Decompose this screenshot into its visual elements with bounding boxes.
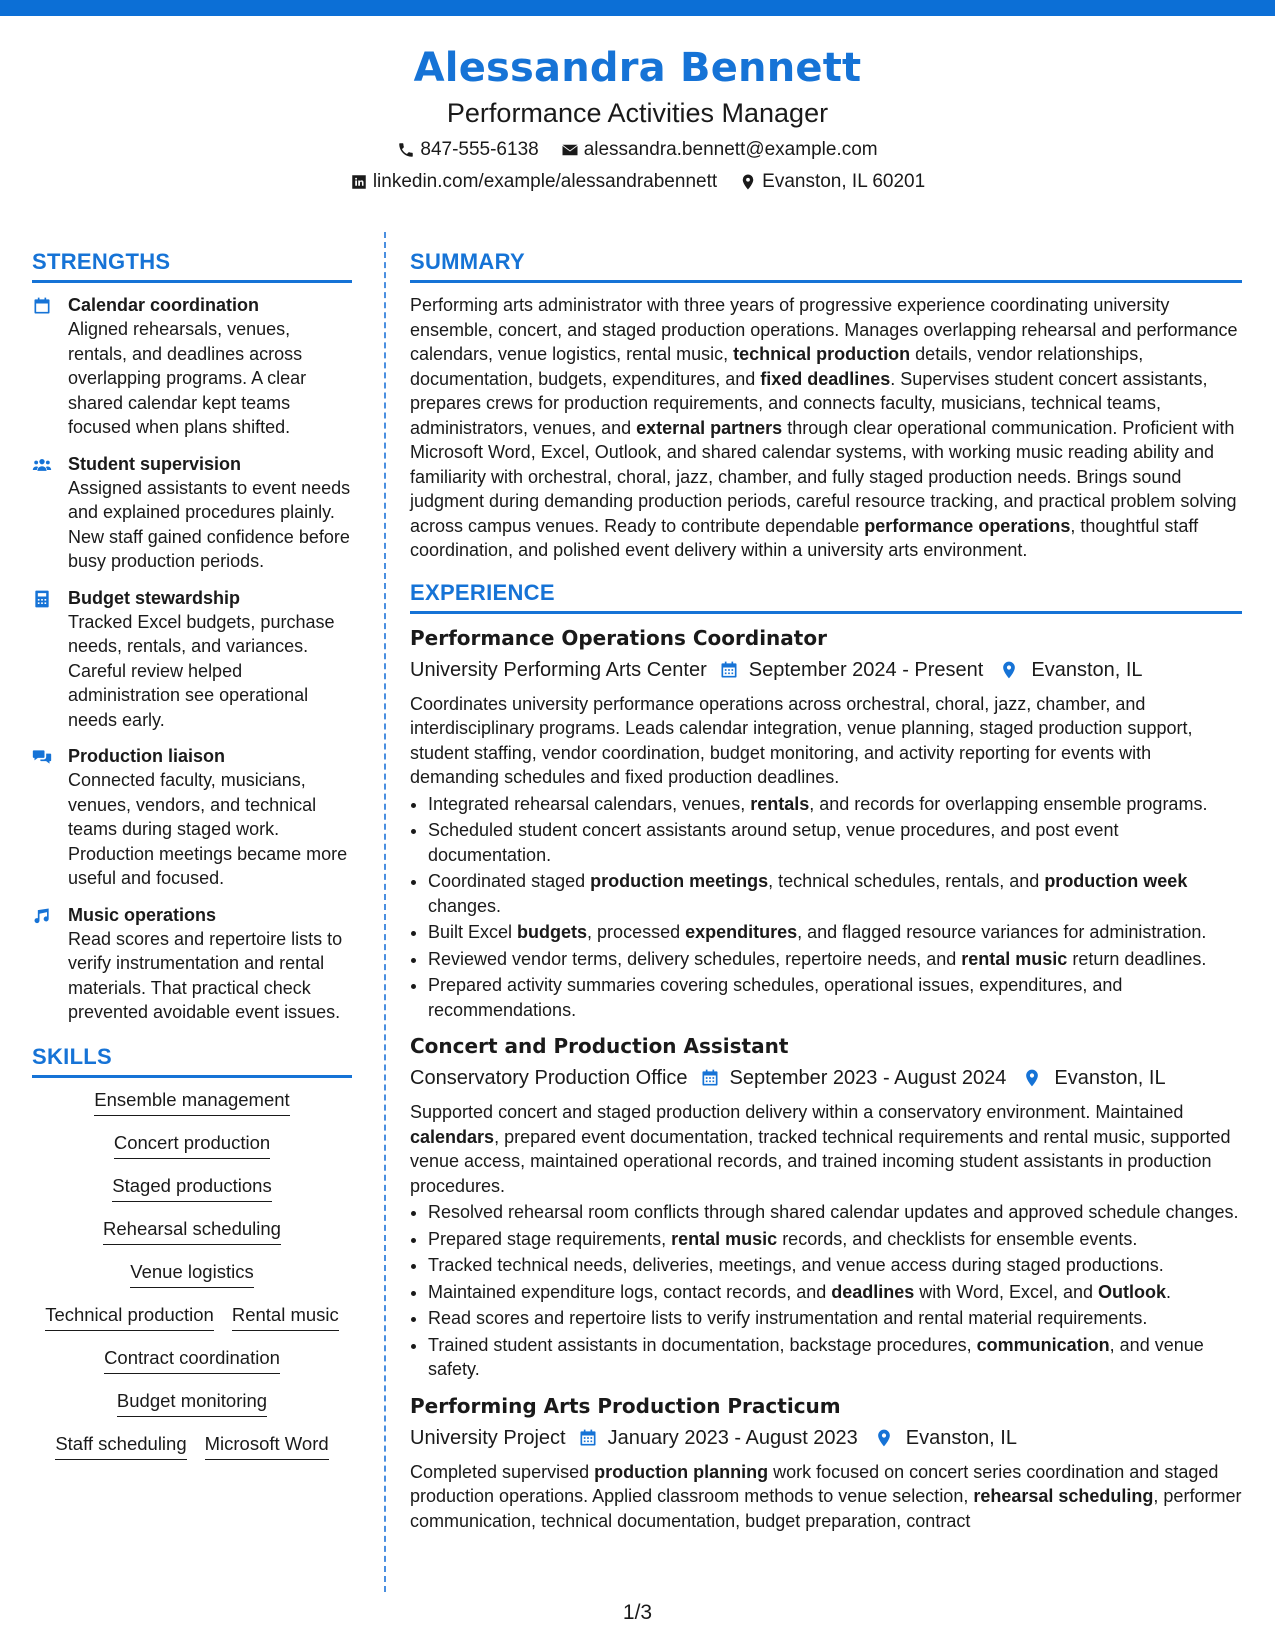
- skill-tag: Rental music: [232, 1303, 339, 1331]
- strength-item: [32, 744, 352, 891]
- bold-keyword: production planning: [594, 1461, 769, 1482]
- left-column: [32, 248, 352, 1475]
- job-location: Evanston, IL: [1054, 1067, 1166, 1089]
- job-bullets: [410, 1200, 1242, 1382]
- skill-row: [32, 1432, 352, 1460]
- experience-heading: EXPERIENCE: [410, 579, 1242, 614]
- map-marker-icon: [1022, 1068, 1042, 1088]
- skill-tag: Microsoft Word: [205, 1432, 329, 1460]
- skill-row: [32, 1346, 352, 1374]
- strength-text: Connected faculty, musicians, venues, vendors, and technical teams during staged work. Production meetings became more useful and focused.: [68, 770, 348, 888]
- job-organization: University Performing Arts Center: [410, 658, 707, 681]
- bold-keyword: production week: [1044, 871, 1188, 891]
- strength-item: [32, 452, 352, 574]
- bold-keyword: rentals: [750, 793, 810, 814]
- bold-keyword: budgets: [517, 922, 588, 942]
- strength-text: Assigned assistants to event needs and explained procedures plainly. New staff gained confidence before busy production periods.: [68, 477, 351, 571]
- job-dates: September 2023 - August 2024: [729, 1067, 1007, 1089]
- contact-email[interactable]: [561, 138, 878, 162]
- summary-text: Performing arts administrator with three years of progressive experience coordinating university ensemble, concert, and staged production operations. Manages overlapping rehearsal and performance calendars, venue logistics, rental music, technical production details, vendor relationships, documentation, budgets, expenditures, and fixed deadlines. Supervises student concert assistants, prepares crews for production requirements, and connects faculty, musicians, technical teams, administrators, venues, and external partners through clear operational communication. Proficient with Microsoft Word, Excel, Outlook, and shared calendar systems, with working music reading ability and familiarity with orchestral, choral, jazz, chamber, and fully staged production needs. Brings sound judgment during demanding production periods, careful resource tracking, and practical problem solving across campus venues. Ready to contribute dependable performance operations, thoughtful staff coordination, and polished event delivery within a university arts environment.: [410, 295, 1238, 560]
- strength-title: Music operations: [68, 904, 217, 925]
- email-text[interactable]: alessandra.bennett@example.com: [583, 139, 878, 160]
- job-location: Evanston, IL: [1031, 658, 1143, 681]
- envelope-icon: [561, 141, 579, 159]
- job-location: Evanston, IL: [905, 1426, 1017, 1449]
- linkedin-icon: [350, 173, 368, 191]
- bullet-item: • Built Excel budgets, processed expenditures, and flagged resource variances for administration.: [428, 920, 1242, 945]
- skill-row: [32, 1260, 352, 1288]
- skill-tag: Staged productions: [112, 1174, 271, 1202]
- bullet-item: • Scheduled student concert assistants around setup, venue procedures, and post event documentation.: [428, 818, 1242, 867]
- strength-item: [32, 903, 352, 1025]
- job-dates: January 2023 - August 2023: [607, 1426, 858, 1449]
- bullet-item: • Trained student assistants in documentation, backstage procedures, communication, and venue safety.: [428, 1333, 1242, 1382]
- skill-tag: Contract coordination: [104, 1346, 280, 1374]
- strength-title: Calendar coordination: [68, 295, 260, 315]
- column-divider: [384, 232, 386, 1592]
- location-text: Evanston, IL 60201: [762, 171, 926, 192]
- bullet-item: • Prepared activity summaries covering schedules, operational issues, expenditures, and recommendations.: [428, 973, 1242, 1022]
- music-icon: [32, 906, 52, 926]
- strength-title: Student supervision: [68, 453, 242, 474]
- top-accent-bar: [0, 0, 1275, 16]
- resume-header: [0, 42, 1275, 194]
- bullet-item: • Maintained expenditure logs, contact records, and deadlines with Word, Excel, and Outlook.: [428, 1280, 1242, 1305]
- skill-row: [32, 1131, 352, 1159]
- skill-row: [32, 1217, 352, 1245]
- strength-text: Tracked Excel budgets, purchase needs, rentals, and variances. Careful review helped administration see operational needs early.: [68, 611, 335, 730]
- page-number: 1/3: [622, 1601, 653, 1624]
- job-title: Performing Arts Production Practicum: [410, 1393, 841, 1418]
- skill-tag: Rehearsal scheduling: [103, 1217, 281, 1245]
- job-description: Coordinates university performance operations across orchestral, choral, jazz, chamber, and interdisciplinary programs. Leads calendar integration, venue planning, staged production support, student staffing, vendor coordination, budget monitoring, and activity reporting for events with demanding schedules and fixed production deadlines.: [410, 693, 1193, 787]
- experience-list: [410, 624, 1242, 1534]
- bold-keyword: communication: [976, 1334, 1110, 1355]
- phone-icon: [397, 141, 415, 159]
- bold-keyword: rental music: [961, 948, 1068, 969]
- calendar-icon: [719, 660, 739, 680]
- job-title: Performance Operations Coordinator: [410, 625, 827, 650]
- job-dates: September 2024 - Present: [748, 658, 984, 681]
- job-bullets: [410, 792, 1242, 1023]
- skills-list: [32, 1088, 352, 1460]
- bold-keyword: external partners: [636, 417, 783, 438]
- bullet-item: • Integrated rehearsal calendars, venues, rentals, and records for overlapping ensemble programs.: [428, 792, 1242, 817]
- strength-item: [32, 586, 352, 733]
- linkedin-text[interactable]: linkedin.com/example/alessandrabennett: [372, 171, 718, 192]
- job-entry: [410, 1392, 1242, 1534]
- skill-tag: Venue logistics: [130, 1260, 253, 1288]
- calendar-icon: [578, 1428, 598, 1448]
- bold-keyword: production meetings: [590, 871, 769, 891]
- strength-text: Read scores and repertoire lists to verify instrumentation and rental materials. That practical check prevented avoidable event issues.: [68, 928, 343, 1022]
- summary-heading: SUMMARY: [410, 248, 1242, 283]
- skill-row: [32, 1389, 352, 1417]
- job-organization: Conservatory Production Office: [410, 1067, 688, 1089]
- skill-row: [32, 1088, 352, 1116]
- bold-keyword: technical production: [733, 344, 911, 364]
- contact-row-2: [0, 170, 1275, 194]
- skills-heading: SKILLS: [32, 1043, 352, 1078]
- job-entry: [410, 624, 1242, 1023]
- job-organization: University Project: [410, 1426, 566, 1449]
- job-description: Completed supervised production planning work focused on concert series coordination and staged production operations. Applied classroom methods to venue selection, rehearsal scheduling, performer communication, technical documentation, budget preparation, contract: [410, 1461, 1242, 1531]
- strength-item: [32, 293, 352, 440]
- job-meta: [410, 656, 1242, 684]
- skill-row: [32, 1303, 352, 1331]
- bold-keyword: calendars: [410, 1126, 495, 1147]
- calendar-icon: [700, 1068, 720, 1088]
- strengths-list: [32, 293, 352, 1025]
- bold-keyword: rehearsal scheduling: [973, 1486, 1154, 1506]
- right-column: [410, 248, 1242, 1533]
- bullet-item: • Prepared stage requirements, rental music records, and checklists for ensemble events.: [428, 1227, 1242, 1252]
- contact-location: [739, 170, 925, 194]
- skill-tag: Concert production: [114, 1131, 270, 1159]
- candidate-role: Performance Activities Manager: [446, 98, 829, 128]
- job-description: Supported concert and staged production delivery within a conservatory environment. Maintained calendars, prepared event documentation, tracked technical requirements and rental music, supported venue access, maintained operational records, and trained incoming student assistants in production procedures.: [410, 1102, 1231, 1196]
- job-title: Concert and Production Assistant: [410, 1034, 789, 1058]
- skill-tag: Technical production: [45, 1303, 214, 1331]
- job-meta: [410, 1064, 1242, 1092]
- contact-row-1: [0, 138, 1275, 162]
- skill-tag: Budget monitoring: [117, 1389, 267, 1417]
- strengths-heading: STRENGTHS: [32, 248, 352, 283]
- strength-text: Aligned rehearsals, venues, rentals, and deadlines across overlapping programs. A clear shared calendar kept teams focused when plans shifted.: [68, 319, 307, 437]
- bullet-item: • Coordinated staged production meetings, technical schedules, rentals, and production week changes.: [428, 869, 1242, 918]
- bold-keyword: performance operations: [864, 515, 1071, 536]
- candidate-name: Alessandra Bennett: [413, 45, 862, 91]
- bullet-item: • Read scores and repertoire lists to verify instrumentation and rental material requirements.: [428, 1306, 1242, 1331]
- bullet-item: • Resolved rehearsal room conflicts through shared calendar updates and approved schedule changes.: [428, 1200, 1242, 1225]
- map-marker-icon: [874, 1428, 894, 1448]
- skill-row: [32, 1174, 352, 1202]
- skill-tag: Ensemble management: [94, 1088, 289, 1116]
- bold-keyword: Outlook: [1098, 1281, 1167, 1302]
- contact-phone: [397, 138, 538, 162]
- strength-title: Budget stewardship: [68, 587, 241, 608]
- users-icon: [32, 455, 52, 475]
- strength-title: Production liaison: [68, 746, 226, 766]
- comments-icon: [32, 747, 52, 767]
- job-entry: [410, 1032, 1242, 1382]
- calendar-icon: [32, 296, 52, 316]
- contact-linkedin[interactable]: [350, 170, 717, 194]
- phone-text: 847-555-6138: [420, 139, 539, 160]
- bullet-item: • Tracked technical needs, deliveries, meetings, and venue access during staged productions.: [428, 1253, 1242, 1278]
- bullet-item: • Reviewed vendor terms, delivery schedules, repertoire needs, and rental music return deadlines.: [428, 947, 1242, 972]
- map-marker-icon: [999, 660, 1019, 680]
- calculator-icon: [32, 589, 52, 609]
- job-meta: [410, 1424, 1242, 1452]
- bold-keyword: deadlines: [831, 1281, 915, 1302]
- skill-tag: Staff scheduling: [55, 1432, 186, 1460]
- bold-keyword: fixed deadlines: [760, 368, 891, 389]
- bold-keyword: rental music: [671, 1228, 778, 1249]
- map-marker-icon: [739, 173, 757, 191]
- bold-keyword: expenditures: [685, 922, 798, 942]
